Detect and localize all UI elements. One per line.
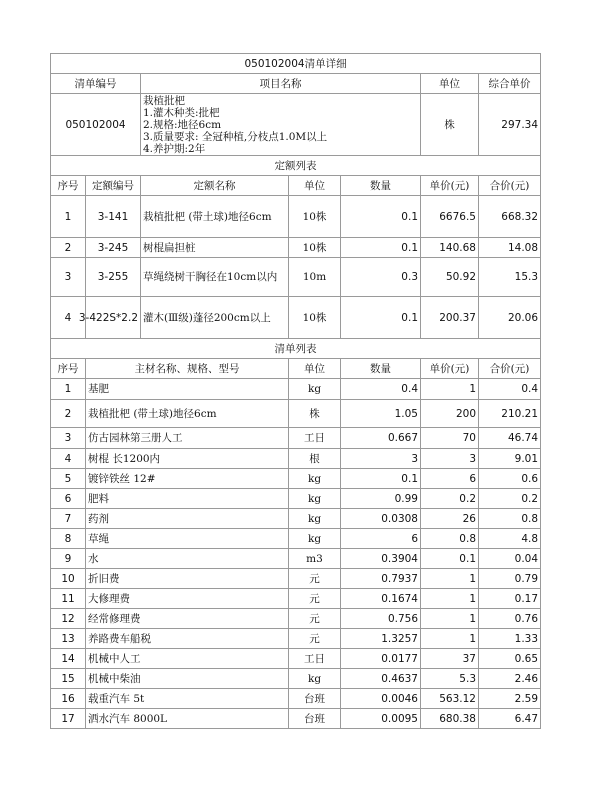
material-no: 11 <box>51 589 86 609</box>
material-price: 680.38 <box>421 709 479 729</box>
material-name: 基肥 <box>86 379 289 400</box>
materials-title: 清单列表 <box>51 339 541 359</box>
material-unit: 元 <box>289 609 341 629</box>
material-unit: m3 <box>289 549 341 569</box>
quota-total: 20.06 <box>479 297 541 339</box>
quota-total: 668.32 <box>479 196 541 238</box>
material-total: 0.2 <box>479 489 541 509</box>
material-qty: 0.7937 <box>341 569 421 589</box>
quota-row <box>51 196 541 238</box>
item-price: 297.34 <box>479 94 541 156</box>
material-row <box>51 709 541 729</box>
material-qty: 0.1 <box>341 469 421 489</box>
material-name: 载重汽车 5t <box>86 689 289 709</box>
material-price: 1 <box>421 569 479 589</box>
material-no: 15 <box>51 669 86 689</box>
material-qty: 0.99 <box>341 489 421 509</box>
item-line: 栽植批杷 <box>143 94 185 107</box>
material-total: 1.33 <box>479 629 541 649</box>
quota-row <box>51 238 541 258</box>
material-total: 210.21 <box>479 400 541 428</box>
quota-total: 15.3 <box>479 258 541 297</box>
quota-price: 6676.5 <box>421 196 479 238</box>
quota-no: 1 <box>51 196 86 238</box>
quota-name: 栽植批杷 (带土球)地径6cm <box>141 196 289 238</box>
material-name: 养路费车船税 <box>86 629 289 649</box>
material-qty: 0.0095 <box>341 709 421 729</box>
material-row <box>51 469 541 489</box>
quota-title: 定额列表 <box>51 156 541 176</box>
material-name: 水 <box>86 549 289 569</box>
quota-header-price: 单价(元) <box>421 176 479 196</box>
quota-qty: 0.1 <box>341 196 421 238</box>
material-no: 9 <box>51 549 86 569</box>
quota-name: 树棍扁担桩 <box>141 238 289 258</box>
header-price: 综合单价 <box>479 74 541 94</box>
material-name: 肥料 <box>86 489 289 509</box>
quota-unit: 10株 <box>289 238 341 258</box>
material-name: 药剂 <box>86 509 289 529</box>
material-total: 9.01 <box>479 449 541 469</box>
material-total: 4.8 <box>479 529 541 549</box>
material-unit: 工日 <box>289 649 341 669</box>
quota-unit: 10m <box>289 258 341 297</box>
material-row <box>51 589 541 609</box>
quota-name: 灌木(Ⅲ级)蓬径200cm以上 <box>141 297 289 339</box>
material-price: 1 <box>421 629 479 649</box>
materials-header-qty: 数量 <box>341 359 421 379</box>
quota-code: 3-422S*2.2 <box>86 297 141 339</box>
material-name: 仿古园林第三册人工 <box>86 428 289 449</box>
material-total: 0.8 <box>479 509 541 529</box>
material-name: 经常修理费 <box>86 609 289 629</box>
material-name: 大修理费 <box>86 589 289 609</box>
material-qty: 0.756 <box>341 609 421 629</box>
material-row <box>51 509 541 529</box>
material-qty: 0.4637 <box>341 669 421 689</box>
material-price: 0.1 <box>421 549 479 569</box>
material-price: 70 <box>421 428 479 449</box>
quota-total: 14.08 <box>479 238 541 258</box>
quota-row <box>51 297 541 339</box>
materials-header-price: 单价(元) <box>421 359 479 379</box>
material-unit: kg <box>289 529 341 549</box>
quota-price: 140.68 <box>421 238 479 258</box>
quota-header-no: 序号 <box>51 176 86 196</box>
material-row <box>51 449 541 469</box>
material-price: 0.8 <box>421 529 479 549</box>
material-price: 3 <box>421 449 479 469</box>
quota-code: 3-245 <box>86 238 141 258</box>
material-no: 17 <box>51 709 86 729</box>
material-name: 洒水汽车 8000L <box>86 709 289 729</box>
material-price: 563.12 <box>421 689 479 709</box>
material-name: 镀锌铁丝 12# <box>86 469 289 489</box>
material-row <box>51 549 541 569</box>
quota-qty: 0.1 <box>341 297 421 339</box>
material-name: 机械中人工 <box>86 649 289 669</box>
material-unit: kg <box>289 469 341 489</box>
material-unit: 台班 <box>289 689 341 709</box>
material-unit: kg <box>289 489 341 509</box>
item-unit: 株 <box>421 94 479 156</box>
quota-header-total: 合价(元) <box>479 176 541 196</box>
material-qty: 0.1674 <box>341 589 421 609</box>
material-name: 草绳 <box>86 529 289 549</box>
material-qty: 0.0177 <box>341 649 421 669</box>
quota-price: 50.92 <box>421 258 479 297</box>
material-qty: 1.3257 <box>341 629 421 649</box>
material-no: 14 <box>51 649 86 669</box>
material-row <box>51 400 541 428</box>
material-total: 6.47 <box>479 709 541 729</box>
material-qty: 0.3904 <box>341 549 421 569</box>
quota-no: 2 <box>51 238 86 258</box>
material-qty: 0.0308 <box>341 509 421 529</box>
table-title: 050102004清单详细 <box>51 54 541 74</box>
item-description <box>141 94 421 156</box>
header-name: 项目名称 <box>141 74 421 94</box>
item-line: 4.养护期:2年 <box>143 142 206 155</box>
material-total: 0.4 <box>479 379 541 400</box>
quota-no: 4 <box>51 297 86 339</box>
materials-header-total: 合价(元) <box>479 359 541 379</box>
material-total: 0.76 <box>479 609 541 629</box>
materials-header-unit: 单位 <box>289 359 341 379</box>
material-no: 3 <box>51 428 86 449</box>
material-unit: kg <box>289 379 341 400</box>
item-line: 3.质量要求: 全冠种植,分枝点1.0M以上 <box>143 130 328 143</box>
quota-name: 草绳绕树干胸径在10cm以内 <box>141 258 289 297</box>
material-total: 0.17 <box>479 589 541 609</box>
material-price: 1 <box>421 379 479 400</box>
material-qty: 0.4 <box>341 379 421 400</box>
quota-header-unit: 单位 <box>289 176 341 196</box>
material-name: 机械中柴油 <box>86 669 289 689</box>
material-total: 2.46 <box>479 669 541 689</box>
material-no: 13 <box>51 629 86 649</box>
quota-row <box>51 258 541 297</box>
material-unit: 株 <box>289 400 341 428</box>
material-no: 10 <box>51 569 86 589</box>
material-total: 2.59 <box>479 689 541 709</box>
material-no: 4 <box>51 449 86 469</box>
material-no: 2 <box>51 400 86 428</box>
material-name: 栽植批杷 (带土球)地径6cm <box>86 400 289 428</box>
item-line: 2.规格:地径6cm <box>143 118 222 131</box>
material-row <box>51 489 541 509</box>
material-price: 1 <box>421 589 479 609</box>
material-unit: 根 <box>289 449 341 469</box>
material-qty: 6 <box>341 529 421 549</box>
material-total: 46.74 <box>479 428 541 449</box>
material-price: 1 <box>421 609 479 629</box>
material-total: 0.6 <box>479 469 541 489</box>
item-line: 1.灌木种类:批杷 <box>143 106 220 119</box>
material-qty: 3 <box>341 449 421 469</box>
quota-unit: 10株 <box>289 297 341 339</box>
material-row <box>51 689 541 709</box>
material-name: 树棍 长1200内 <box>86 449 289 469</box>
material-total: 0.79 <box>479 569 541 589</box>
material-unit: 工日 <box>289 428 341 449</box>
material-row <box>51 529 541 549</box>
material-qty: 0.0046 <box>341 689 421 709</box>
material-unit: kg <box>289 669 341 689</box>
material-no: 1 <box>51 379 86 400</box>
material-price: 26 <box>421 509 479 529</box>
quota-qty: 0.1 <box>341 238 421 258</box>
material-name: 折旧费 <box>86 569 289 589</box>
quota-code: 3-141 <box>86 196 141 238</box>
material-row <box>51 609 541 629</box>
material-no: 8 <box>51 529 86 549</box>
material-row <box>51 379 541 400</box>
material-no: 7 <box>51 509 86 529</box>
material-row <box>51 629 541 649</box>
material-row <box>51 428 541 449</box>
material-unit: kg <box>289 509 341 529</box>
material-row <box>51 569 541 589</box>
quota-header-name: 定额名称 <box>141 176 289 196</box>
material-total: 0.65 <box>479 649 541 669</box>
quota-code: 3-255 <box>86 258 141 297</box>
material-no: 5 <box>51 469 86 489</box>
quota-price: 200.37 <box>421 297 479 339</box>
material-row <box>51 669 541 689</box>
material-unit: 元 <box>289 589 341 609</box>
materials-header-no: 序号 <box>51 359 86 379</box>
quota-qty: 0.3 <box>341 258 421 297</box>
quota-header-qty: 数量 <box>341 176 421 196</box>
material-unit: 台班 <box>289 709 341 729</box>
bill-detail-table <box>50 53 541 729</box>
header-unit: 单位 <box>421 74 479 94</box>
material-price: 200 <box>421 400 479 428</box>
material-price: 0.2 <box>421 489 479 509</box>
material-price: 37 <box>421 649 479 669</box>
material-qty: 1.05 <box>341 400 421 428</box>
materials-header-name: 主材名称、规格、型号 <box>86 359 289 379</box>
item-code: 050102004 <box>51 94 141 156</box>
material-row <box>51 649 541 669</box>
quota-header-code: 定额编号 <box>86 176 141 196</box>
material-unit: 元 <box>289 569 341 589</box>
material-no: 16 <box>51 689 86 709</box>
material-qty: 0.667 <box>341 428 421 449</box>
header-code: 清单编号 <box>51 74 141 94</box>
quota-no: 3 <box>51 258 86 297</box>
material-price: 6 <box>421 469 479 489</box>
material-no: 12 <box>51 609 86 629</box>
quota-unit: 10株 <box>289 196 341 238</box>
material-unit: 元 <box>289 629 341 649</box>
material-no: 6 <box>51 489 86 509</box>
material-price: 5.3 <box>421 669 479 689</box>
material-total: 0.04 <box>479 549 541 569</box>
